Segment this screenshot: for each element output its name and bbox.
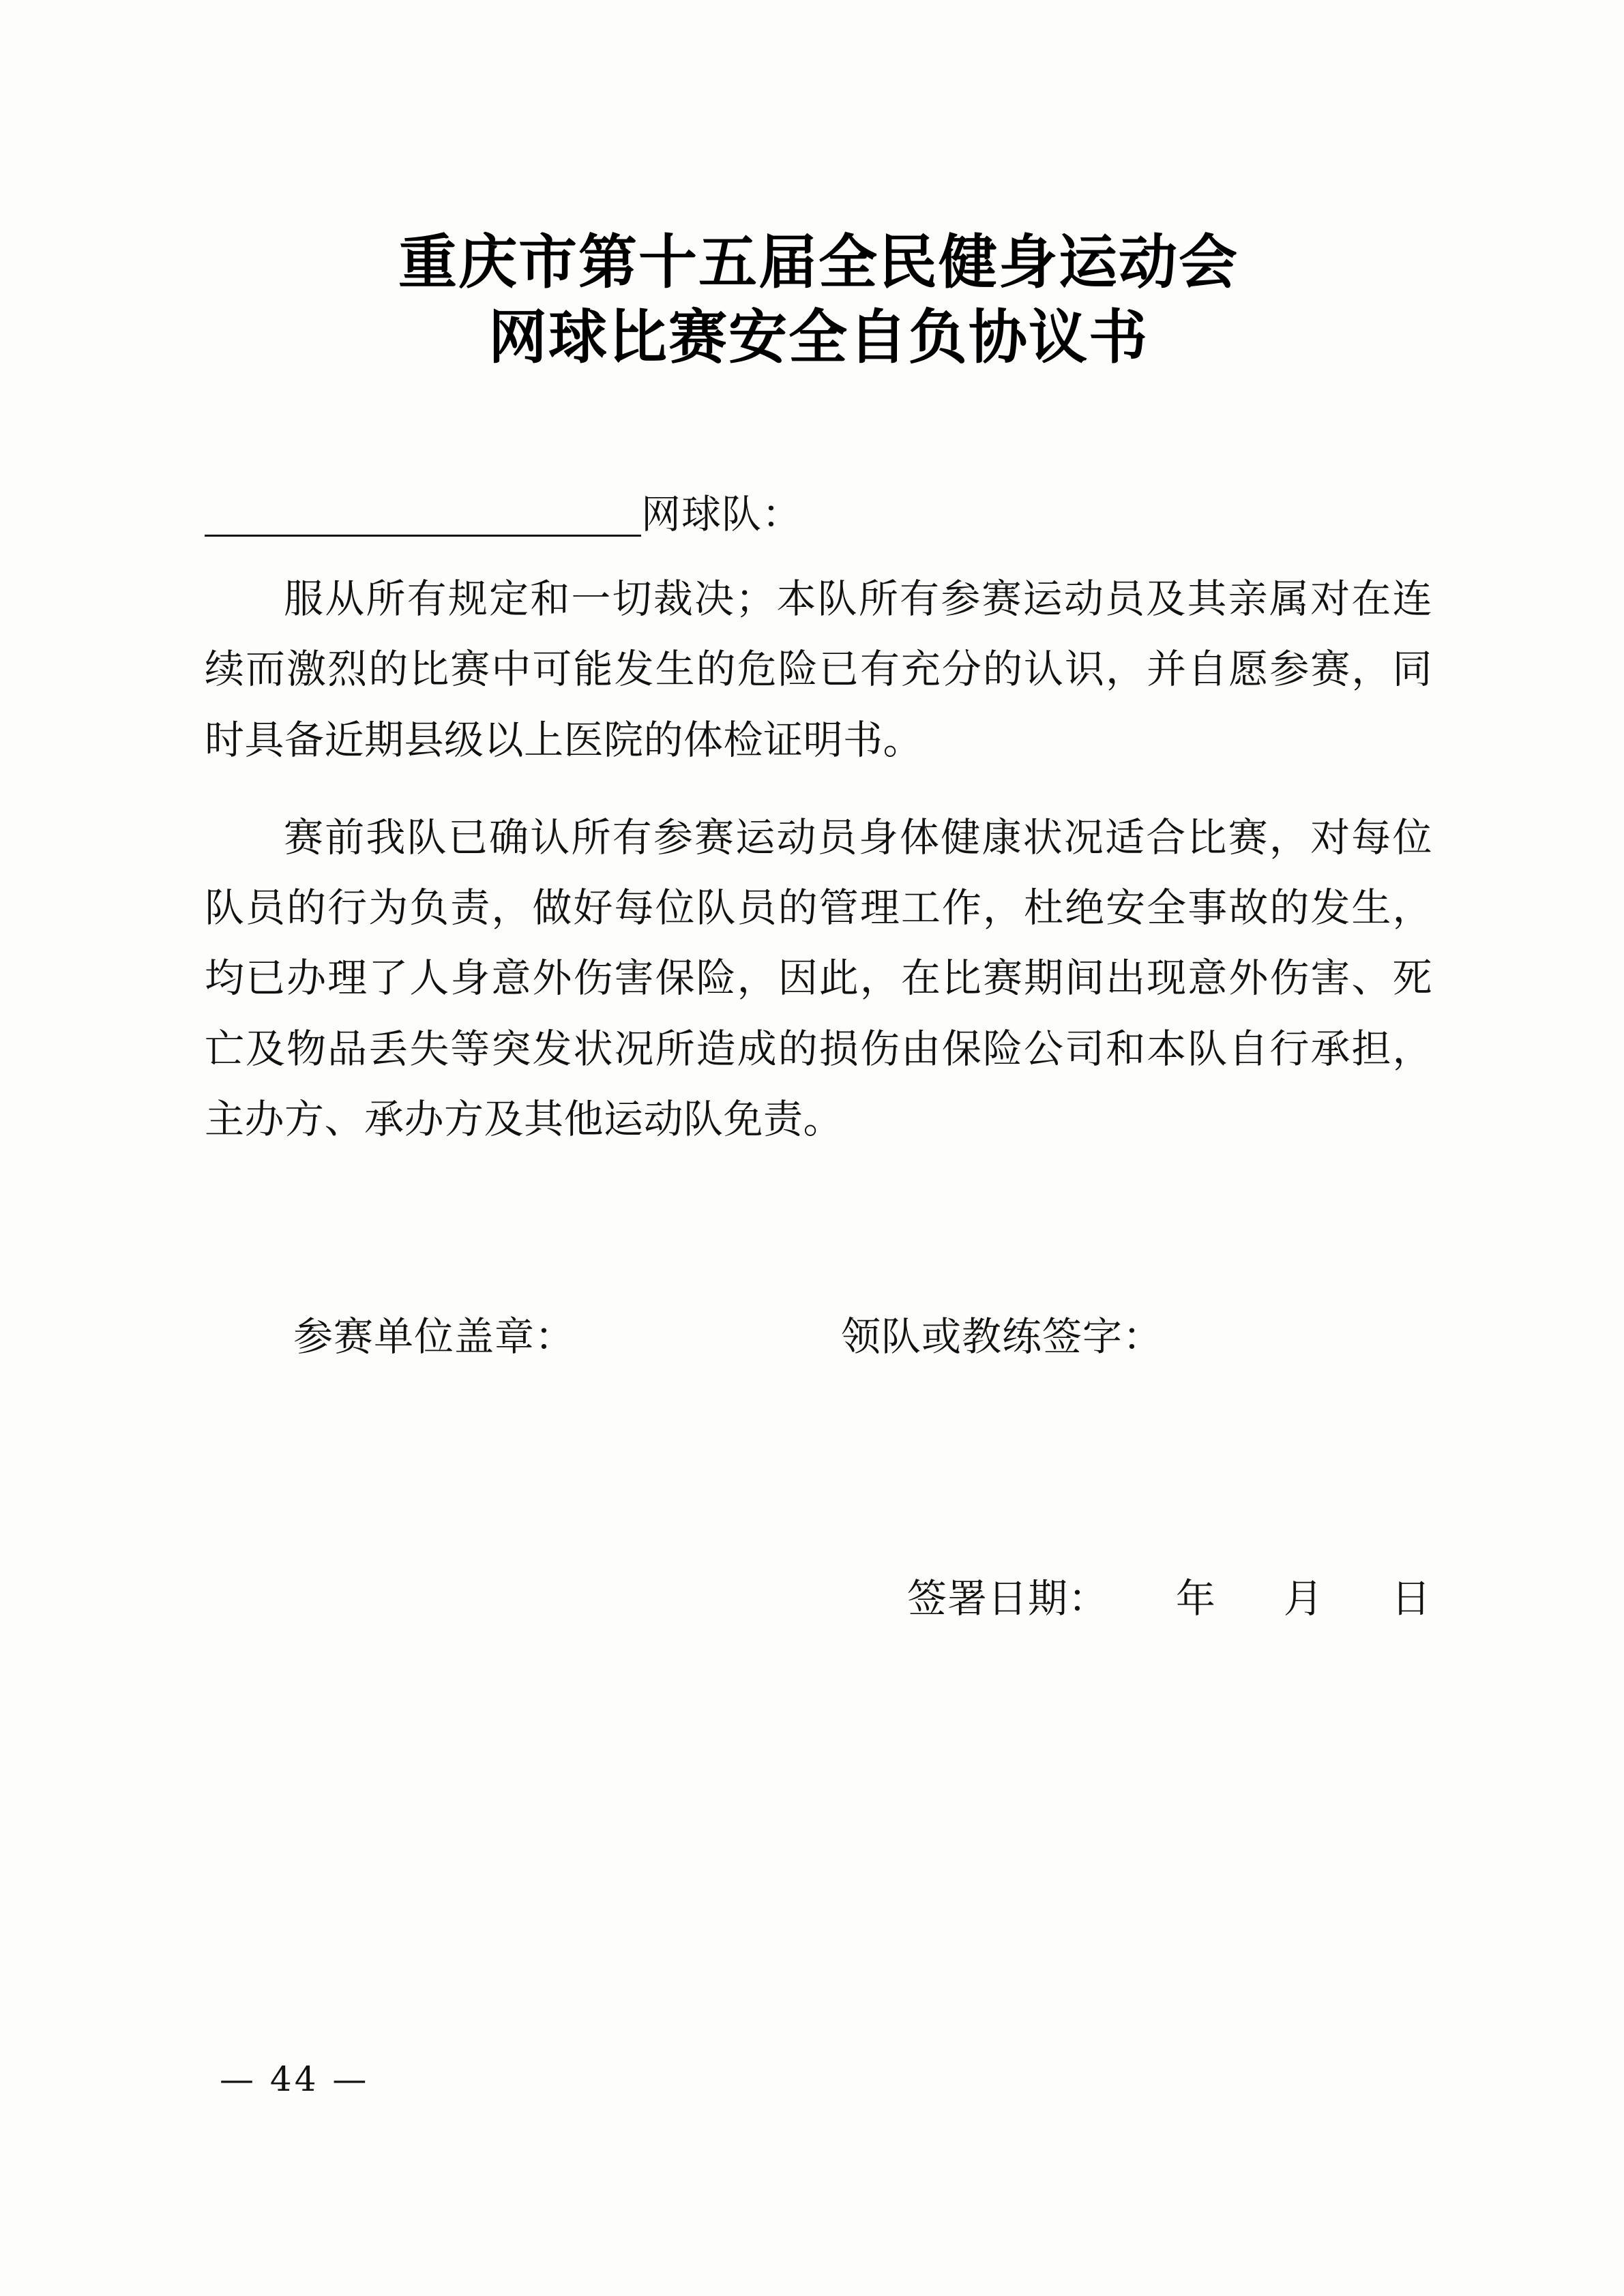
leader-sign-label: 领队或教练签字： (841, 1313, 1164, 1360)
paragraph-2: 赛前我队已确认所有参赛运动员身体健康状况适合比赛，对每位队员的行为负责，做好每位队员的管理工作，杜绝安全事故的发生，均已办理了人身意外伤害保险，因此，在比赛期间出现意外伤害、死亡及物品丢失等突发状况所造成的损伤由保险公司和本队自行承担，主办方、承办方及其他运动队免责。 (205, 814, 1432, 1142)
salutation-row (205, 491, 1432, 538)
title-line-1: 重庆市第十五届全民健身运动会 (398, 228, 1239, 297)
paragraph-1: 服从所有规定和一切裁决；本队所有参赛运动员及其亲属对在连续而激烈的比赛中可能发生的危险已有充分的认识，并自愿参赛，同时具备近期县级以上医院的体检证明书。 (205, 576, 1432, 763)
page-number: — 44 — (220, 2059, 370, 2099)
date-year: 年 (1175, 1575, 1216, 1622)
date-day: 日 (1391, 1575, 1432, 1622)
date-month: 月 (1283, 1575, 1324, 1622)
team-name-blank (205, 499, 641, 537)
stamp-label: 参赛单位盖章： (293, 1313, 576, 1360)
salutation-suffix: 网球队： (641, 491, 803, 538)
date-row (205, 1566, 1432, 1624)
signature-row (205, 1304, 1432, 1362)
document-content (205, 205, 1432, 1624)
date-label: 签署日期： (907, 1575, 1109, 1622)
page-title (205, 225, 1432, 375)
title-line-2: 网球比赛安全自负协议书 (488, 303, 1149, 372)
